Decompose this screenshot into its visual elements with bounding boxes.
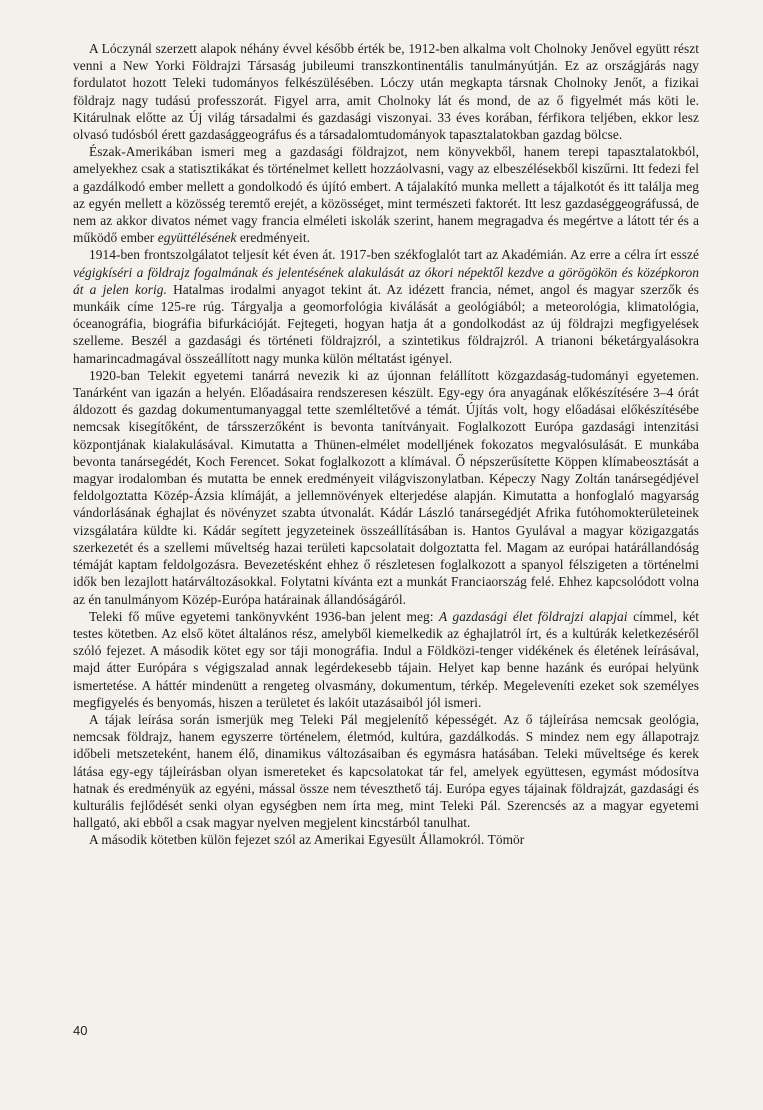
italic-text-run: együttélésének xyxy=(157,230,237,246)
text-run: A Lóczynál szerzett alapok néhány évvel később érték be, 1912-ben alkalma volt Cholnoky Jenővel együtt részt venni a New Yorki Földrajzi Társaság jubileumi transzkontinentális tanulmányútján. Ez az országjárás nagy fordulatot hozott Teleki tudományos felkészülésében. Lóczy után megkapta társnak Cholnoky Jenőt, a fizikai földrajz nagy tudású professzorát. Figyel arra, amit Cholnoky lát és mond, de az ő figyelmét más köti le. Kitárulnak előtte az Új világ társadalmi és gazdasági viszonyai. 33 éves korában, férfikora teljében, ekkor lesz olvasó tudósból érett gazdasággeográfus és a társadalomtudományok tapasztalatokban gazdag bölcse. xyxy=(73,41,699,143)
text-run: címmel, két testes kötetben. Az első kötet általános rész, amelyből kiemelkedik az éghajlatról írt, és a kultúrák keletkezéséről szóló fejezet. A második kötet egy sor táji monográfia. Indul a Földközi-tenger vidékének és életének leírásával, majd átter Európára s végigszalad annak legérdekesebb tájain. Helyet kap benne hazánk és európai helyünk ismertetése. A háttér mindenütt a rengeteg olvasmány, dokumentum, térkép. Megeleveníti ezeket sok személyes megfigyelés és benyomás, hiszen a területet és lakóit utazásaiból jól ismeri. xyxy=(73,608,699,710)
text-run: eredményeit. xyxy=(236,230,310,246)
text-run: Észak-Amerikában ismeri meg a gazdasági földrajzot, nem könyvekből, hanem terepi tapasztalatokból, amelyekhez csak a statisztikákat és történelmet kellett hozzáolvasni, vagy az elbeszélésekből kiszűrni. Itt fedezi fel a gazdálkodó ember mellett a gondolkodó és újító embert. A tájalakító munka mellett a tájalkotót és itt találja meg az egyén mellett a közösség teremtő erejét, a közösséget, mint természeti faktorét. Itt lesz gazdaséggeográfussá, de nem az akkor divatos német vagy francia elméleti iskolák szerint, hanem megragadva és megértve a látott tér és a működő ember xyxy=(73,144,699,246)
body-text xyxy=(73,40,699,849)
text-run: A tájak leírása során ismerjük meg Teleki Pál megjelenítő képességét. Az ő tájleírása nemcsak geológia, nemcsak földrajz, hanem egyszerre történelem, életmód, kultúra, gazdálkodás. S mindez nem egy állapotrajz időbeli metszeteként, hanem élő, dinamikus változásaiban és egymásra hatásában. Teleki műveltsége és kerek látása egy-egy tájleírásban olyan ismereteket és kapcsolatokat tár fel, amelyek együttesen, egymást módosítva hatnak és eredményük az egyéni, mással össze nem téveszthető táj. Európa egyes tájainak földrajzát, gazdasági és kulturális fejlődését senki olyan egységben nem írta meg, mint Teleki Pál. Szerencsés az a magyar egyetemi hallgató, aki ebből a csak magyar nyelven megjelent kincstárból tanulhat. xyxy=(73,711,699,831)
paragraph xyxy=(73,367,699,608)
paragraph xyxy=(73,608,699,711)
text-run: A második kötetben külön fejezet szól az Amerikai Egyesült Államokról. Tömör xyxy=(89,832,525,848)
text-run: Teleki fő műve egyetemi tankönyvként 1936-ban jelent meg: xyxy=(89,608,439,624)
paragraph xyxy=(73,711,699,831)
paragraph xyxy=(73,143,699,246)
page-number: 40 xyxy=(73,1023,88,1038)
paragraph xyxy=(73,40,699,143)
italic-text-run: A gazdasági élet földrajzi alapjai xyxy=(439,608,628,624)
text-run: 1920-ban Telekit egyetemi tanárrá nevezik ki az újonnan felállított közgazdaság-tudományi egyetemen. Tanárként van igazán a helyén. Előadásaira rendszeresen készült. Egy-egy óra anyagának előkészítésére 3–4 órát áldozott és gazdag dokumentumanyaggal tette szemléltetővé a témát. Újítás volt, hogy előadásai előkészítésébe nemcsak kisegítőként, de társszerzőként is bevonta tanítványait. Foglalkozott Európa gazdasági intenzitási központjának kialakulásával. Kimutatta a Thünen-elmélet modelljének fokozatos megvalósulását. E munkába bevonta tanársegédét, Koch Ferencet. Sokat foglalkozott a klímával. Ő népszerűsítette Köppen klímabeosztását a magyar irodalomban és mutatta be ennek eredményeit világviszonylatban. Képeczy Nagy Zoltán tanársegédjével feldolgoztatta Közép-Ázsia klímáját, a jellemnövények elterjedése alapján. Kimutatta a honfoglaló magyarság vándorlásának éghajlat és növényzet szabta útvonalát. Kádár László tanársegédjét Afrika futóhomokterületeinek vizsgálatára küldte ki. Kádár segített jegyzeteinek összeállításában is. Hantos Gyulával a magyar közigazgatás szerkezetét és a szellemi műveltség hazai területi kapcsolatait dolgoztatta fel. Magam az európai határállandóság témáját kaptam feldolgozásra. Bevezetésként ehhez ő részletesen foglalkozott a spanyol félszigeten a történelmi idők ben lezajlott határváltozásokkal. Folytatni kívánta ezt a munkát Franciaország felé. Ehhez kapcsolódott volna az én tanulmányom Közép-Európa határainak állandóságáról. xyxy=(73,367,699,607)
text-run: 1914-ben frontszolgálatot teljesít két éven át. 1917-ben székfoglalót tart az Akadémián. Az erre a célra írt esszé xyxy=(89,247,699,263)
text-run: Hatalmas irodalmi anyagot tekint át. Az idézett francia, német, angol és magyar szerzők és munkáik címe 125-re rúg. Tárgyalja a geomorfológia kiválását a geológiából; a meteorológia, klimatológia, óceanográfia, biográfia bifurkációját. Fejtegeti, hogyan hatja át a gondolkodást az új földrajzi megfigyelések szelleme. Beszél a gazdasági és történeti földrajzról, a szintetikus földrajzról. A trianoni béketárgyalásokra hamarincadmagával összeállított nagy munka külön méltatást igényel. xyxy=(73,281,700,366)
paragraph xyxy=(73,831,699,848)
paragraph xyxy=(73,246,699,366)
italic-text-run: végigkíséri a földrajz fogalmának és jelentésének alakulását az ókori népektől kezdve a görögökön és középkoron át a jelen korig. xyxy=(73,264,699,297)
